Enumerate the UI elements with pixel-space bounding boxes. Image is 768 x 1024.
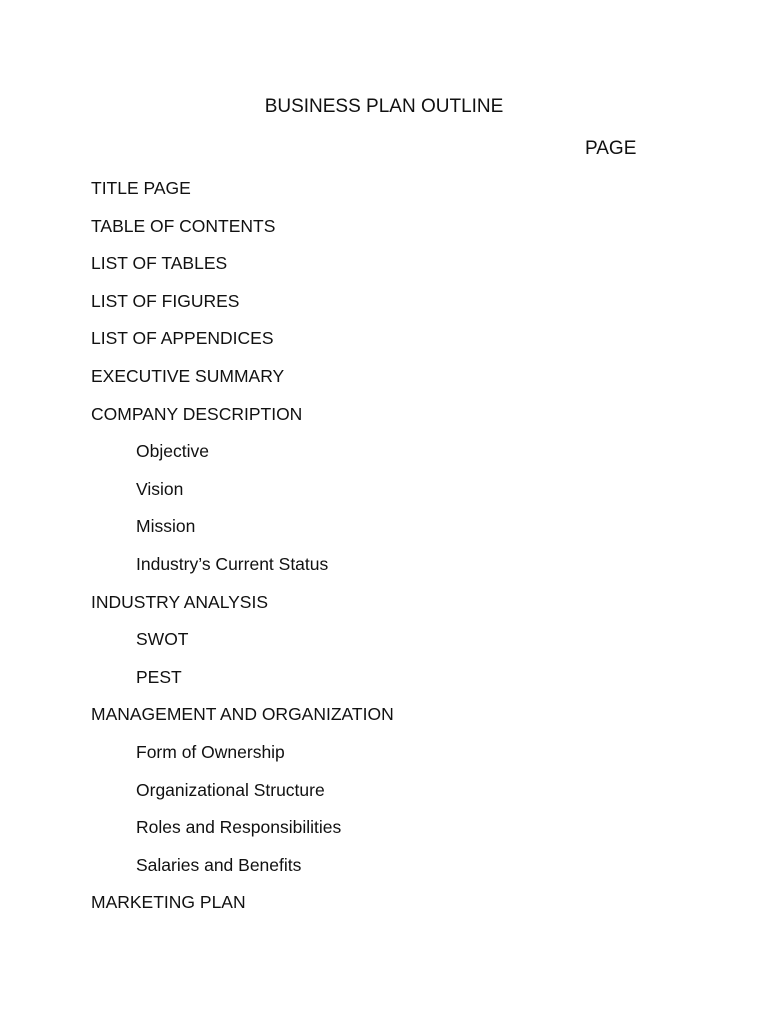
outline-item: LIST OF APPENDICES bbox=[91, 328, 274, 349]
page-column-header: PAGE bbox=[585, 138, 637, 159]
outline-subitem: Organizational Structure bbox=[136, 779, 325, 800]
outline-subitem: Roles and Responsibilities bbox=[136, 817, 342, 838]
outline-item: LIST OF FIGURES bbox=[91, 290, 240, 311]
outline-subitem: Salaries and Benefits bbox=[136, 854, 302, 875]
outline-item: EXECUTIVE SUMMARY bbox=[91, 365, 285, 386]
outline-subitem: Mission bbox=[136, 516, 196, 537]
outline-subitem: Objective bbox=[136, 441, 209, 462]
outline-item: MANAGEMENT AND ORGANIZATION bbox=[91, 704, 394, 725]
outline-item: COMPANY DESCRIPTION bbox=[91, 403, 303, 424]
outline-subitem: Industry’s Current Status bbox=[136, 553, 329, 574]
outline-item: TABLE OF CONTENTS bbox=[91, 215, 276, 236]
outline-item: LIST OF TABLES bbox=[91, 253, 228, 274]
document-title: BUSINESS PLAN OUTLINE bbox=[264, 96, 504, 117]
outline-item: INDUSTRY ANALYSIS bbox=[91, 591, 269, 612]
outline-item: TITLE PAGE bbox=[91, 178, 191, 198]
outline-subitem: SWOT bbox=[136, 629, 189, 650]
outline-subitem: Form of Ownership bbox=[136, 741, 285, 762]
outline-list bbox=[91, 176, 691, 928]
outline-item: MARKETING PLAN bbox=[91, 892, 246, 913]
outline-subitem: Vision bbox=[136, 478, 184, 499]
outline-subitem: PEST bbox=[136, 666, 182, 687]
